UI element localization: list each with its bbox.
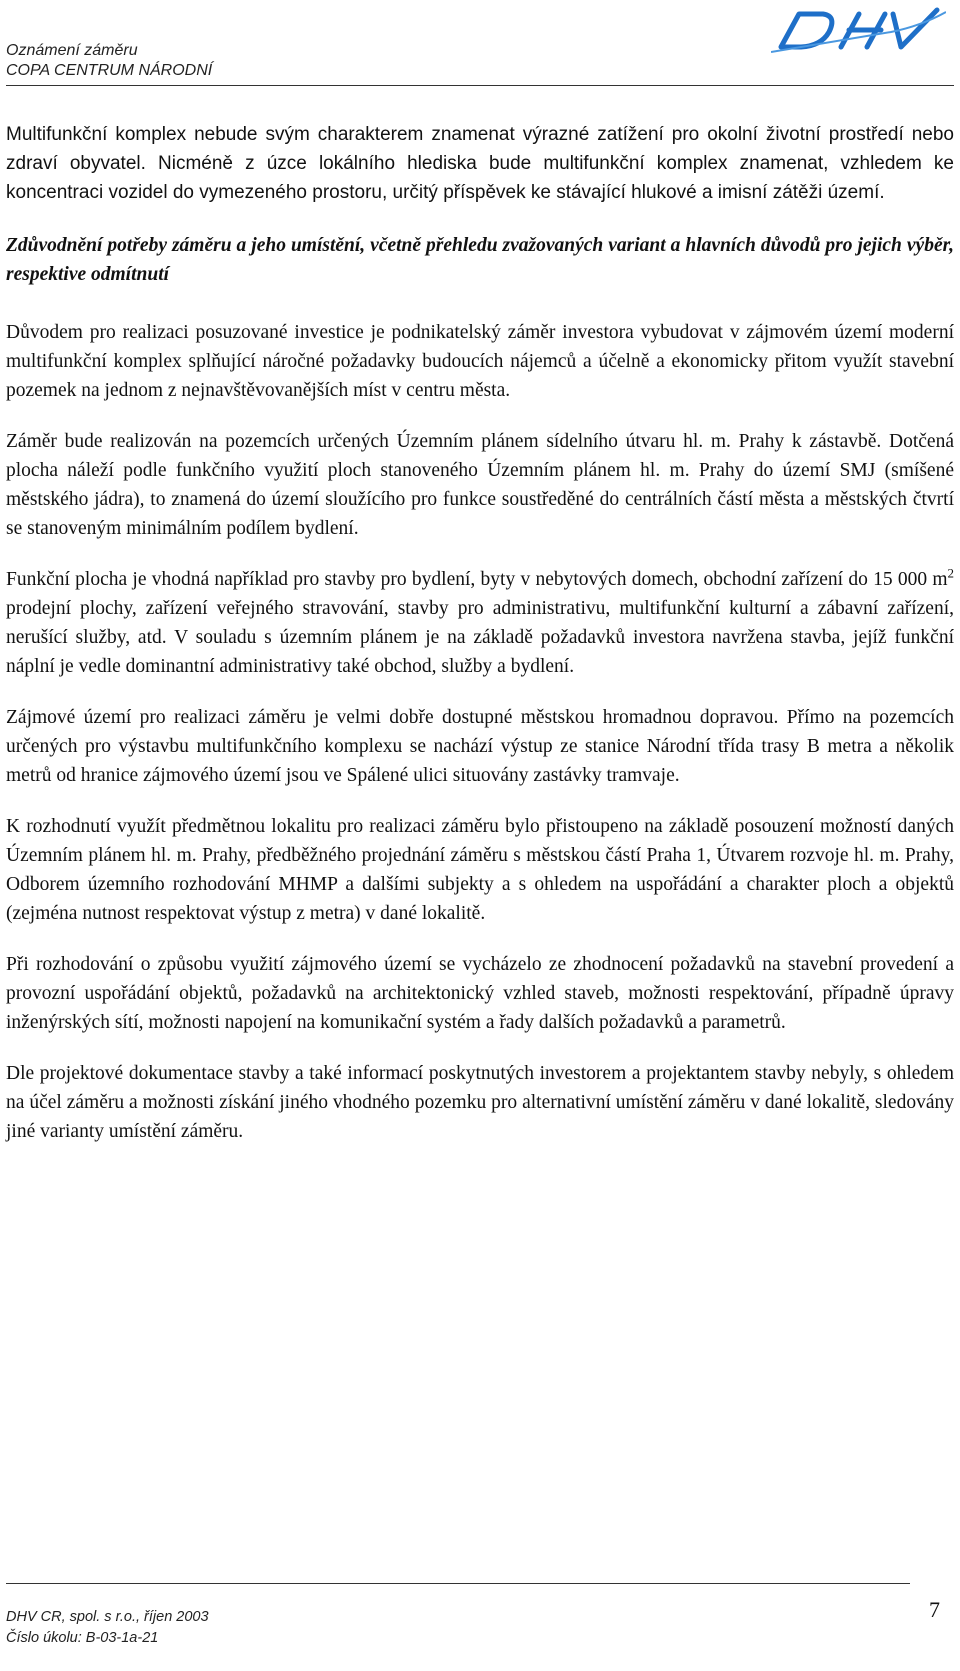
- section-heading: Zdůvodnění potřeby záměru a jeho umístění, včetně přehledu zvažovaných variant a hlavních důvodů pro jejich výběr, respektive odmítnutí: [6, 235, 954, 285]
- paragraph-decision: K rozhodnutí využít předmětnou lokalitu pro realizaci záměru bylo přistoupeno na základě posouzení možností daných Územním plánem hl. m. Prahy, předběžného projednání záměru s městskou částí Praha 1, Útvarem rozvoje hl. m. Prahy, Odborem územního rozhodování MHMP a dalšími subjekty a s ohledem na uspořádání a charakter ploch a objektů (zejména nutnost respektovat výstup z metra) v dané lokalitě.: [6, 816, 954, 924]
- page-number: 7: [929, 1597, 940, 1622]
- dhv-logo-icon: [771, 2, 946, 57]
- superscript-2: 2: [947, 565, 954, 581]
- footer-task-number: Číslo úkolu: B-03-1a-21: [6, 1630, 159, 1646]
- paragraph-zoning: Záměr bude realizován na pozemcích určených Územním plánem sídelního útvaru hl. m. Prahy k zástavbě. Dotčená plocha náleží podle funkčního využití ploch stanoveného Územním plánem hl. m. Prahy do území SMJ (smíšené městského jádra), to znamená do území sloužícího pro funkce soustředěné do centrálních částí města a městských čtvrtí se stanoveným minimálním podílem bydlení.: [6, 431, 954, 539]
- document-type: Oznámení záměru: [6, 42, 138, 59]
- paragraph-transport: Zájmové území pro realizaci záměru je velmi dobře dostupné městskou hromadnou dopravou. Přímo na pozemcích určených pro výstavbu multifunkčního komplexu se nachází výstup ze stanice Národní třída trasy B metra a několik metrů od hranice zájmového území jsou ve Spálené ulici situovány zastávky tramvaje.: [6, 707, 954, 786]
- project-name: COPA CENTRUM NÁRODNÍ: [6, 62, 213, 79]
- document-body: [6, 120, 954, 1146]
- page-footer: [6, 1583, 954, 1671]
- intro-paragraph: Multifunkční komplex nebude svým charakterem znamenat výrazné zatížení pro okolní životní prostředí nebo zdraví obyvatel. Nicméně z úzce lokálního hlediska bude multifunkční komplex znamenat, vzhledem ke koncentraci vozidel do vymezeného prostoru, určitý příspěvek ke stávající hlukové a imisní zátěži území.: [6, 124, 954, 203]
- paragraph-investment-reason: Důvodem pro realizaci posuzované investice je podnikatelský záměr investora vybudovat v zájmovém území moderní multifunkční komplex splňující náročné požadavky budoucích nájemců a účelně a ekonomicky přitom využít stavební pozemek na jednom z nejnavštěvovanějších míst v centru města.: [6, 322, 954, 401]
- paragraph-requirements: Při rozhodování o způsobu využití zájmového území se vycházelo ze zhodnocení požadavků na stavební provedení a provozní uspořádání objektů, požadavků na architektonický vzhled staveb, možnosti respektování, případně úpravy inženýrských sítí, možnosti napojení na komunikační systém a řady dalších požadavků a parametrů.: [6, 954, 954, 1033]
- function-text-b: prodejní plochy, zařízení veřejného stravování, stavby pro administrativu, multifunkční kulturní a zábavní zařízení, nerušící služby, atd. V souladu s územním plánem je na základě požadavků investora navržena stavba, jejíž funkční náplní je vedle dominantní administrativy také obchod, služby a bydlení.: [6, 598, 954, 677]
- paragraph-function: [6, 565, 954, 681]
- paragraph-variants: Dle projektové dokumentace stavby a také informací poskytnutých investorem a projektantem stavby nebyly, s ohledem na účel záměru a možnosti získání jiného vhodného pozemku pro alternativní umístění záměru v dané lokalitě, sledovány jiné varianty umístění záměru.: [6, 1063, 954, 1142]
- function-text-a: Funkční plocha je vhodná například pro stavby pro bydlení, byty v nebytových domech, obchodní zařízení do 15 000 m: [6, 569, 948, 590]
- page-header: [6, 0, 954, 90]
- header-divider: [6, 85, 954, 86]
- footer-company: DHV CR, spol. s r.o., říjen 2003: [6, 1609, 209, 1625]
- footer-divider: [6, 1583, 910, 1584]
